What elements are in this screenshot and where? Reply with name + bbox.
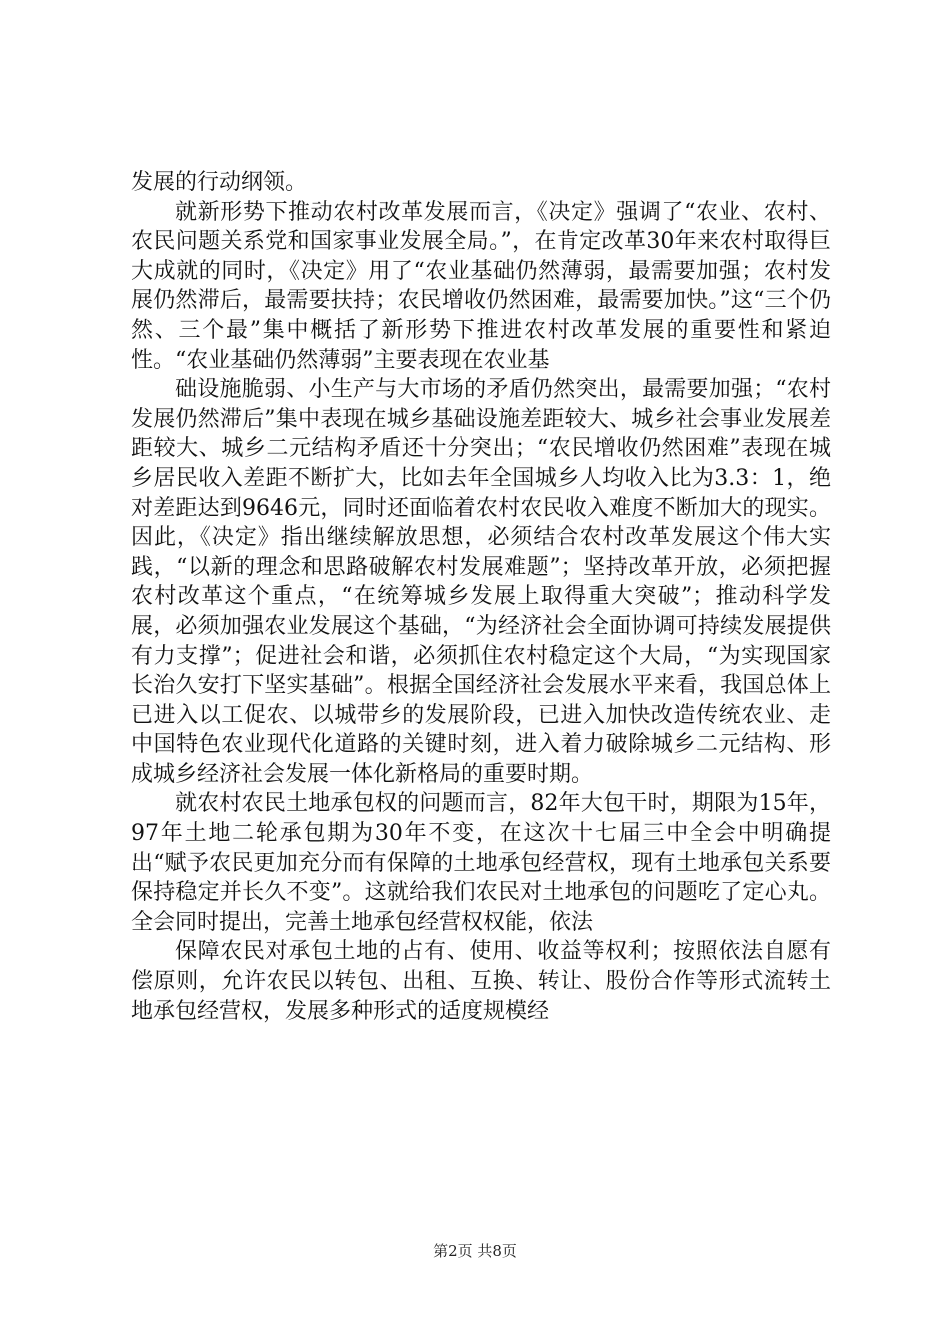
paragraph: 础设施脆弱、小生产与大市场的矛盾仍然突出，最需要加强；“农村发展仍然滞后”集中表现在城乡基础设施差距较大、城乡社会事业发展差距较大、城乡二元结构矛盾还十分突出；“农民增收仍然困难”表现在城乡居民收入差距不断扩大，比如去年全国城乡人均收入比为3.3：1，绝对差距达到9646元，同时还面临着农村农民收入难度不断加大的现实。因此，《决定》指出继续解放思想，必须结合农村改革发展这个伟大实践，“以新的理念和思路破解农村发展难题”；坚持改革开放，必须把握农村改革这个重点，“在统筹城乡发展上取得重大突破”；推动科学发展，必须加强农业发展这个基础，“为经济社会全面协调可持续发展提供有力支撑”；促进社会和谐，必须抓住农村稳定这个大局，“为实现国家长治久安打下坚实基础”。根据全国经济社会发展水平来看，我国总体上已进入以工促农、以城带乡的发展阶段，已进入加快改造传统农业、走中国特色农业现代化道路的关键时刻，进入着力破除城乡二元结构、形成城乡经济社会发展一体化新格局的重要时期。	[131, 377, 831, 787]
document-body	[131, 168, 831, 1026]
paragraph: 发展的行动纲领。	[131, 170, 308, 195]
paragraph: 就农村农民土地承包权的问题而言，82年大包干时，期限为15年，97年土地二轮承包期为30年不变，在这次十七届三中全会中明确提出“赋予农民更加充分而有保障的土地承包经营权，现有土地承包关系要保持稳定并长久不变”。这就给我们农民对土地承包的问题吃了定心丸。全会同时提出，完善土地承包经营权权能，依法	[131, 791, 831, 935]
page-footer	[0, 1240, 950, 1261]
paragraph: 保障农民对承包土地的占有、使用、收益等权利；按照依法自愿有偿原则，允许农民以转包、出租、互换、转让、股份合作等形式流转土地承包经营权，发展多种形式的适度规模经	[131, 939, 831, 1024]
page-number: 第2页 共8页	[433, 1242, 517, 1260]
paragraph: 就新形势下推动农村改革发展而言，《决定》强调了“农业、农村、农民问题关系党和国家事业发展全局。”，在肯定改革30年来农村取得巨大成就的同时，《决定》用了“农业基础仍然薄弱，最需要加强；农村发展仍然滞后，最需要扶持；农民增收仍然困难，最需要加快。”这“三个仍然、三个最”集中概括了新形势下推进农村改革发展的重要性和紧迫性。“农业基础仍然薄弱”主要表现在农业基	[131, 199, 831, 373]
